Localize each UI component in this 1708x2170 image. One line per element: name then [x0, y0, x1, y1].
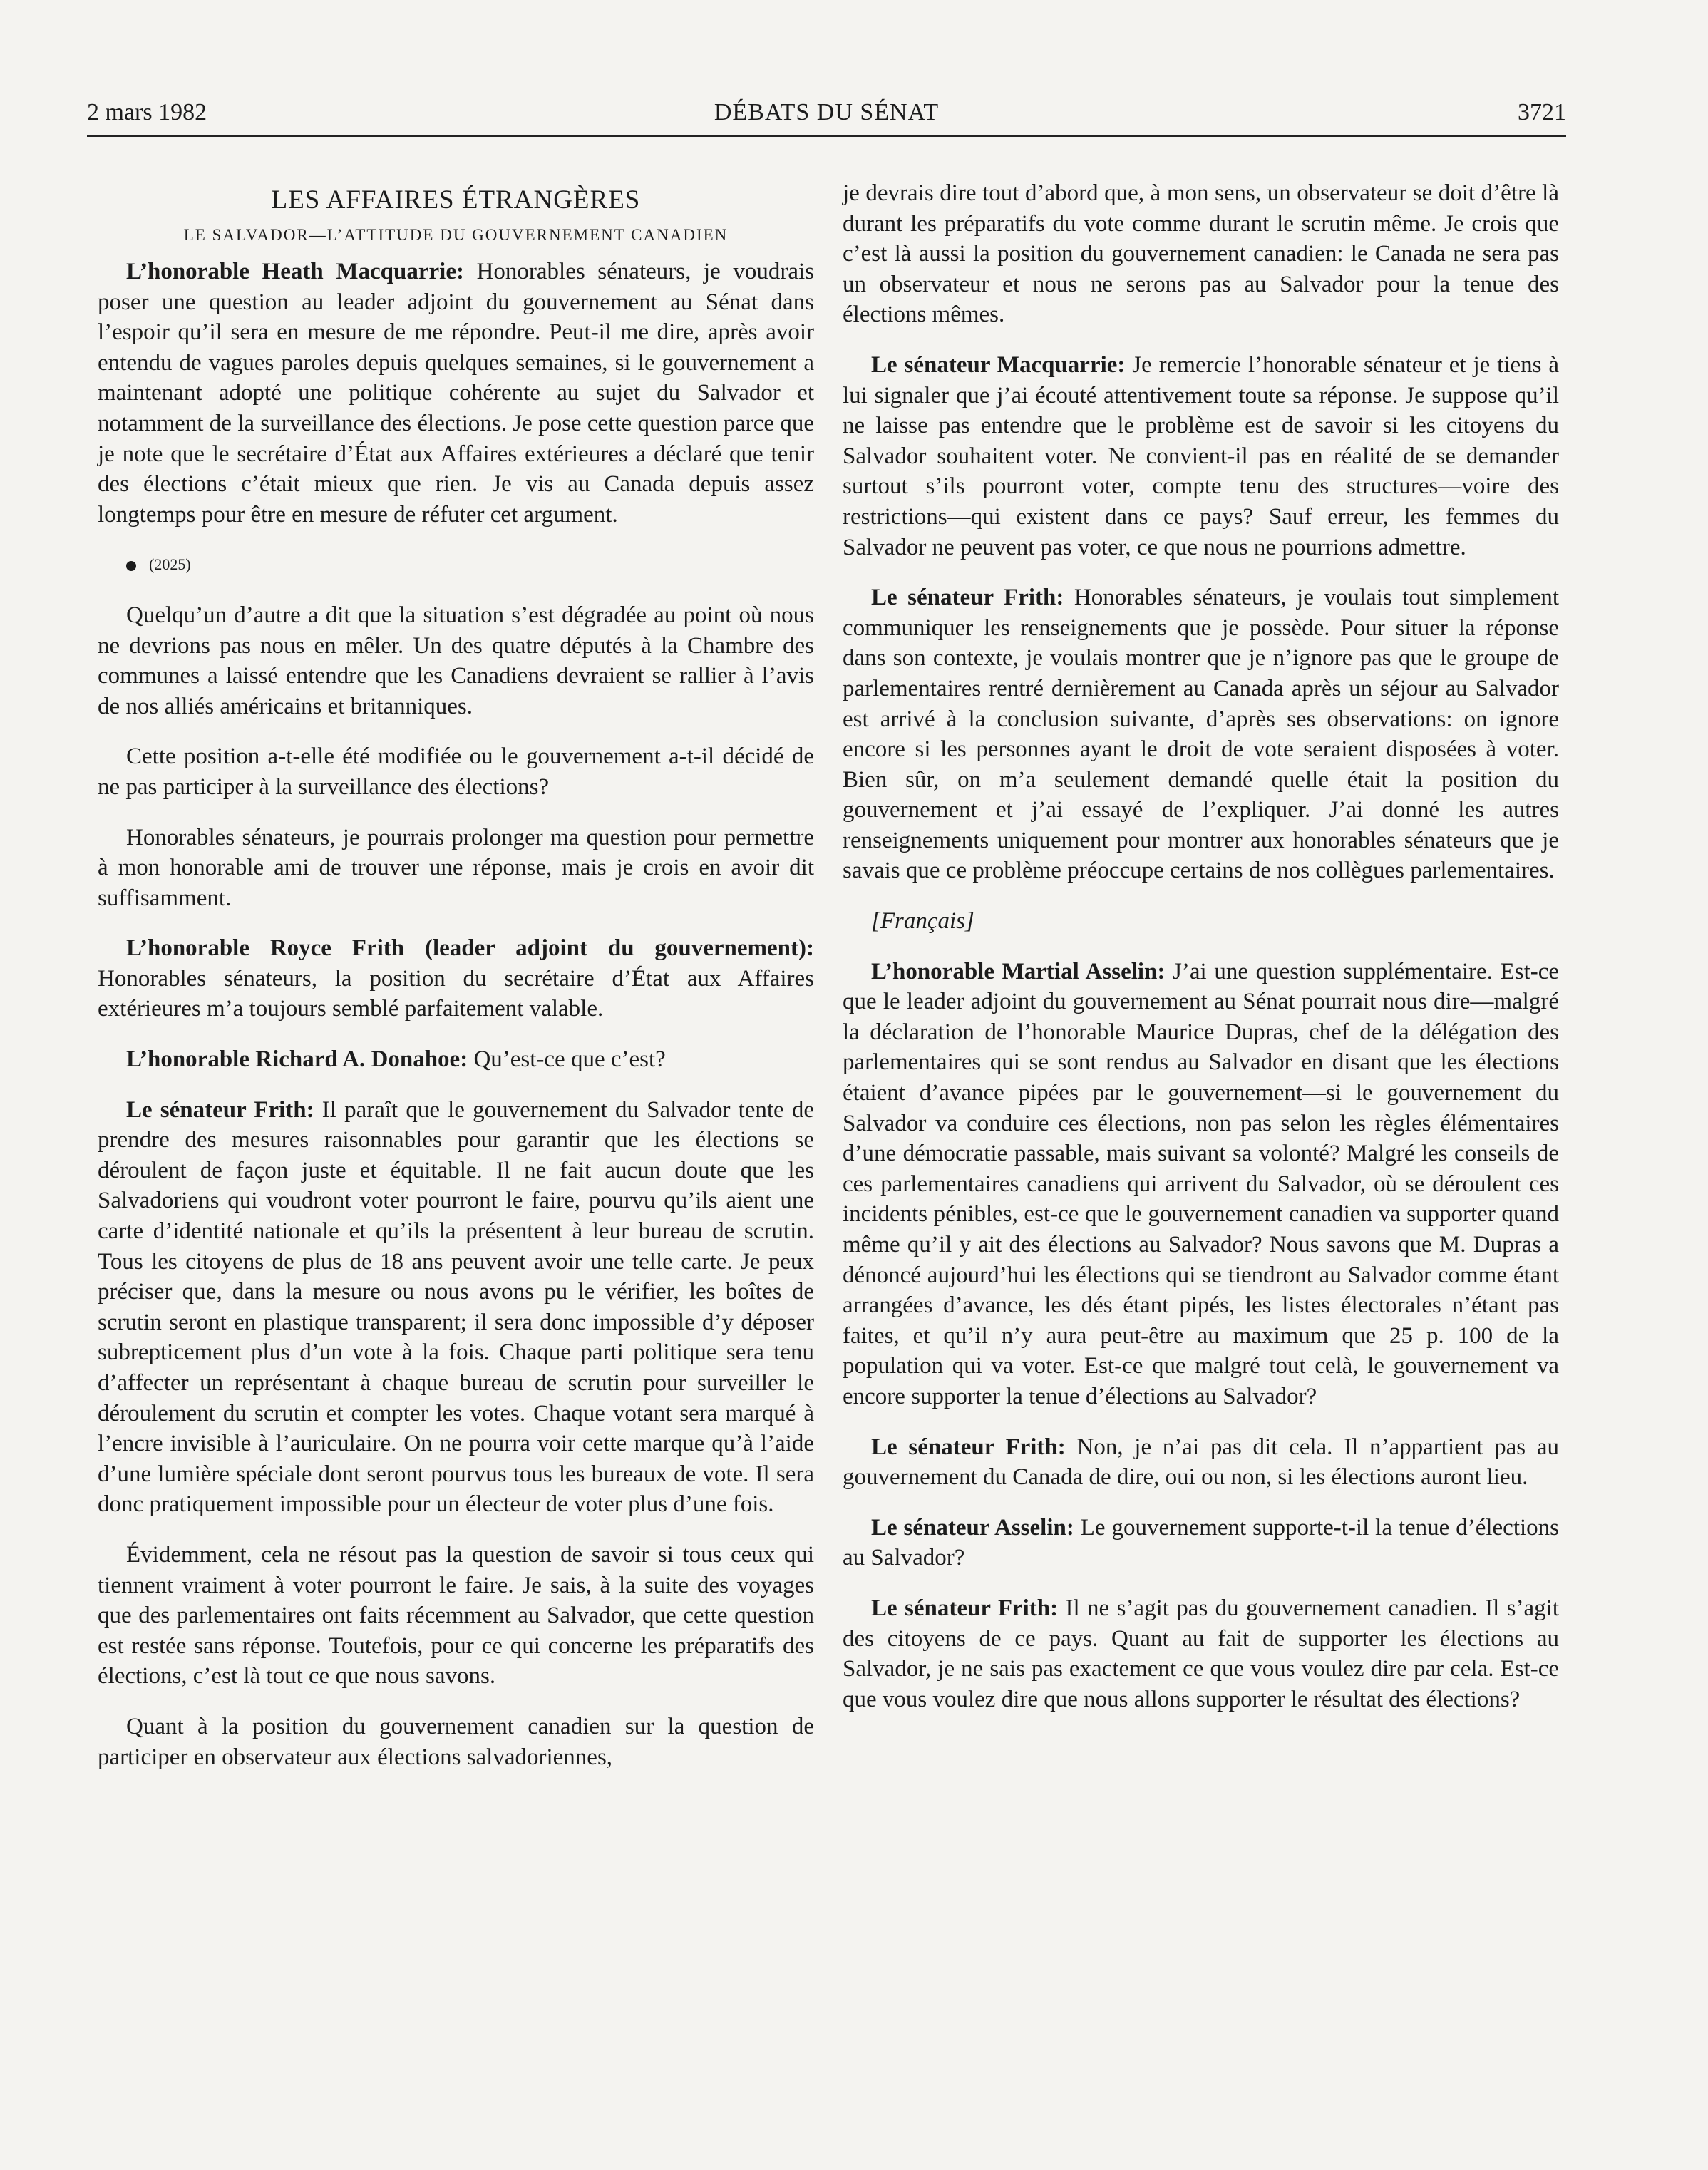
speaker-name: Le sénateur Frith: — [871, 1595, 1059, 1621]
paragraph: Évidemment, cela ne résout pas la question de savoir si tous ceux qui tiennent vraiment à voter pourront le faire. Je sais, à la suite des voyages que des parlementaires ont faits récemment au Salvador, que cette question est restée sans réponse. Toutefois, pour ce qui concerne les préparatifs des élections, c’est là tout ce que nous savons. — [98, 1541, 814, 1690]
paragraph — [843, 957, 1559, 1412]
paragraph — [843, 582, 1559, 886]
speech-text: Je remercie l’honorable sénateur et je tiens à lui signaler que j’ai écouté attentivement toute sa réponse. Je suppose qu’il ne laisse pas entendre que le problème est de savoir si les citoyens du Salvador souhaitent voter. Ne convient-il pas en réalité de se demander surtout s’ils pourront voter, compte tenu des structures—voire des restrictions—qui existent dans ce pays? Sauf erreur, les femmes du Salvador ne peuvent pas voter, ce que nous ne pourrions admettre. — [843, 351, 1560, 560]
time-marker-text: (2025) — [149, 555, 191, 574]
paragraph — [843, 1432, 1559, 1493]
paragraph — [98, 1095, 814, 1520]
speech-text: Non, je n’ai pas dit cela. Il n’appartient pas au gouvernement du Canada de dire, oui ou non, si les élections auront lieu. — [843, 1434, 1559, 1491]
speaker-name: L’honorable Richard A. Donahoe: — [126, 1047, 468, 1073]
paragraph: Quant à la position du gouvernement canadien sur la question de participer en observateur aux élections salvadoriennes, — [98, 1713, 814, 1770]
speaker-name: Le sénateur Frith: — [871, 585, 1064, 611]
speaker-name: Le sénateur Frith: — [871, 1434, 1066, 1460]
paragraph: Cette position a-t-elle été modifiée ou le gouvernement a-t-il décidé de ne pas participer à la surveillance des élections? — [98, 744, 814, 800]
speech-text: Il paraît que le gouvernement du Salvador tente de prendre des mesures raisonnables pour garantir que les élections se déroulent de façon juste et équitable. Il ne fait aucun doute que les Salvadoriens qui voudront voter pourront le faire, pourvu qu’ils aient une carte d’identité nationale et qu’ils la présentent à leur bureau de scrutin. Tous les citoyens de plus de 18 ans peuvent avoir une telle carte. Je peux préciser que, dans la mesure ou nous avons pu le vérifier, les boîtes de scrutin seront en plastique transparent; il sera donc impossible d’y déposer subrepticement plus d’un vote à la fois. Chaque parti politique sera tenu d’affecter un représentant à chaque bureau de scrutin pour surveiller le déroulement du scrutin et compter les votes. Chaque votant sera marqué à l’encre invisible à l’auriculaire. On ne pourra voir cette marque qu’à l’aide d’une lumière spéciale dont seront pourvus tous les bureaux de vote. Il sera donc pratiquement impossible pour un électeur de voter plus d’une fois. — [98, 1096, 814, 1518]
bullet-icon — [126, 561, 136, 571]
speaker-name: L’honorable Martial Asselin: — [871, 958, 1166, 984]
speech-text: J’ai une question supplémentaire. Est-ce que le leader adjoint du gouvernement au Sénat pourrait nous dire—malgré la déclaration de l’honorable Maurice Dupras, chef de la délégation des parlementaires qui se sont rendus au Salvador en disant que les élections étaient d’avance pipées par le gouvernement—si le gouvernement du Salvador va conduire ces élections, non pas selon les règles élémentaires d’une démocratie passable, mais suivant sa volonté? Malgré les conseils de ces parlementaires canadiens qui arrivent du Salvador, où se déroulent ces incidents pénibles, est-ce que le gouvernement canadien va supporter quand même qu’il y ait des élections au Salvador? Nous savons que M. Dupras a dénoncé aujourd’hui les élections qui se tiendront au Salvador comme étant arrangées d’avance, les dés étant pipés, les listes électorales n’étant pas faites, et qu’il n’y aura peut-être au maximum que 25 p. 100 de la population qui va voter. Est-ce que malgré tout celà, le gouvernement va encore supporter la tenue d’élections au Salvador? — [843, 958, 1559, 1409]
header-page-number: 3721 — [1518, 99, 1566, 125]
speech-text: Honorables sénateurs, la position du secrétaire d’État aux Affaires extérieures m’a toujours semblé parfaitement valable. — [98, 965, 814, 1022]
header-title: DÉBATS DU SÉNAT — [714, 99, 940, 125]
paragraph: je devrais dire tout d’abord que, à mon sens, un observateur se doit d’être là durant les préparatifs du vote comme durant le scrutin même. Je crois que c’est là aussi la position du gouvernement canadien: le Canada ne sera pas un observateur et nous ne serons pas au Salvador pour la tenue des élections mêmes. — [843, 180, 1559, 328]
left-column — [98, 178, 814, 1792]
speech-text: Le gouvernement supporte-t-il la tenue d’élections au Salvador? — [843, 1514, 1559, 1571]
paragraph — [98, 933, 814, 1024]
paragraph — [98, 1044, 814, 1075]
speaker-name: Le sénateur Asselin: — [871, 1514, 1074, 1541]
paragraph — [98, 257, 814, 530]
header-date: 2 mars 1982 — [87, 99, 207, 125]
section-subtitle: LE SALVADOR—L’ATTITUDE DU GOUVERNEMENT CANADIEN — [183, 226, 729, 244]
speech-text: Qu’est-ce que c’est? — [468, 1047, 666, 1073]
section-title: LES AFFAIRES ÉTRANGÈRES — [271, 185, 641, 215]
speaker-name: Le sénateur Frith: — [126, 1096, 314, 1123]
speaker-name: L’honorable Heath Macquarrie: — [126, 259, 464, 284]
language-tag: [Français] — [871, 908, 974, 935]
speaker-name: Le sénateur Macquarrie: — [871, 351, 1126, 378]
paragraph — [843, 1513, 1559, 1573]
paragraph: Honorables sénateurs, je pourrais prolonger ma question pour permettre à mon honorable ami de trouver une réponse, mais je crois en avoir dit suffisamment. — [98, 824, 814, 911]
running-header — [87, 97, 1566, 137]
paragraph — [843, 1593, 1559, 1714]
paragraph: Quelqu’un d’autre a dit que la situation s’est dégradée au point où nous ne devrions pas nous en mêler. Un des quatre députés à la Chambre des communes a laissé entendre que les Canadiens devraient se rallier à l’avis de nos alliés américains et britanniques. — [98, 602, 814, 719]
right-column — [843, 178, 1559, 1734]
time-marker — [98, 550, 814, 580]
speech-text: Honorables sénateurs, je voudrais poser une question au leader adjoint du gouvernement au Sénat dans l’espoir qu’il sera en mesure de me répondre. Peut-il me dire, après avoir entendu de vagues paroles depuis quelques semaines, si le gouvernement a maintenant adopté une politique cohérente au sujet du Salvador et notamment de la surveillance des élections. Je pose cette question parce que je note que le secrétaire d’État aux Affaires extérieures a déclaré que tenir des élections c’était mieux que rien. Je vis au Canada depuis assez longtemps pour être en mesure de réfuter cet argument. — [98, 259, 815, 528]
paragraph — [843, 350, 1559, 562]
speech-text: Honorables sénateurs, je voulais tout simplement communiquer les renseignements que je possède. Pour situer la réponse dans son contexte, je voulais montrer que je n’ignore pas que le groupe de parlementaires rentré dernièrement au Canada après un séjour au Salvador est arrivé à la conclusion suivante, d’après ses observations: on ignore encore si les personnes ayant le droit de vote seraient disposées à voter. Bien sûr, on m’a seulement demandé quelle était la position du gouvernement et j’ai essayé de l’expliquer. J’ai donné les autres renseignements uniquement pour montrer aux honorables sénateurs que je savais que ce problème préoccupe certains de nos collègues parlementaires. — [843, 585, 1559, 884]
speaker-name: L’honorable Royce Frith (leader adjoint du gouvernement): — [126, 935, 814, 962]
speech-text: Il ne s’agit pas du gouvernement canadien. Il s’agit des citoyens de ce pays. Quant au fait de supporter les élections au Salvador, je ne sais pas exactement ce que vous voulez dire par cela. Est-ce que vous voulez dire que nous allons supporter le résultat des élections? — [843, 1595, 1559, 1712]
